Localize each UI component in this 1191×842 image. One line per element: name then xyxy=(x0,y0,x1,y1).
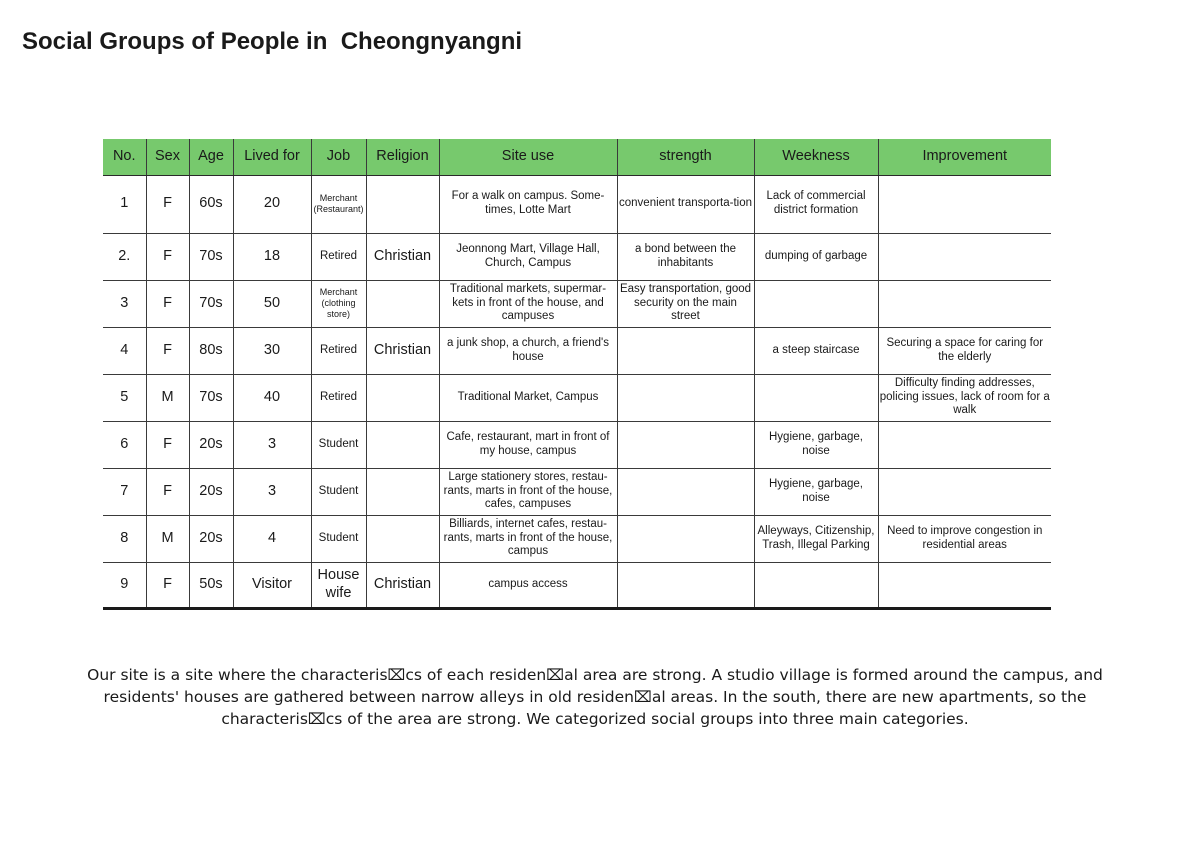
cell-sex: F xyxy=(146,233,189,280)
cell-religion: Christian xyxy=(366,562,439,608)
cell-age: 20s xyxy=(189,515,233,562)
table-row xyxy=(103,374,1051,421)
cell-strength: convenient transporta-tion xyxy=(617,175,754,233)
cell-site-use: For a walk on campus. Some-times, Lotte Mart xyxy=(439,175,617,233)
cell-lived-for: 30 xyxy=(233,327,311,374)
cell-site-use: Traditional markets, supermar-kets in front of the house, and campuses xyxy=(439,280,617,327)
cell-sex: F xyxy=(146,327,189,374)
cell-sex: M xyxy=(146,515,189,562)
cell-lived-for: 18 xyxy=(233,233,311,280)
cell-age: 70s xyxy=(189,280,233,327)
cell-strength: Easy transportation, good security on the main street xyxy=(617,280,754,327)
header-age: Age xyxy=(189,139,233,175)
cell-sex: M xyxy=(146,374,189,421)
header-site-use: Site use xyxy=(439,139,617,175)
cell-no: 9 xyxy=(103,562,146,608)
cell-religion xyxy=(366,374,439,421)
cell-religion xyxy=(366,175,439,233)
cell-weakness xyxy=(754,562,878,608)
header-improvement: Improvement xyxy=(878,139,1051,175)
header-sex: Sex xyxy=(146,139,189,175)
cell-site-use: a junk shop, a church, a friend's house xyxy=(439,327,617,374)
table-row xyxy=(103,280,1051,327)
social-groups-table xyxy=(103,139,1051,610)
cell-religion: Christian xyxy=(366,233,439,280)
cell-job: Retired xyxy=(311,233,366,280)
cell-age: 70s xyxy=(189,233,233,280)
description-paragraph: Our site is a site where the characteris⌧cs of each residen⌧al area are strong. A studio village is formed around the campus, and residents' houses are gathered between narrow alleys in old residen⌧al areas. In the south, there are new apartments, so the characteris⌧cs of the area are strong. We categorized social groups into three main categories. xyxy=(87,666,1103,728)
cell-strength xyxy=(617,515,754,562)
cell-strength xyxy=(617,327,754,374)
cell-lived-for: 4 xyxy=(233,515,311,562)
cell-no: 8 xyxy=(103,515,146,562)
cell-site-use: Cafe, restaurant, mart in front of my house, campus xyxy=(439,421,617,468)
cell-strength xyxy=(617,374,754,421)
cell-site-use: Traditional Market, Campus xyxy=(439,374,617,421)
cell-weakness: Alleyways, Citizenship, Trash, Illegal Parking xyxy=(754,515,878,562)
table-row xyxy=(103,327,1051,374)
table-row xyxy=(103,468,1051,515)
cell-religion xyxy=(366,280,439,327)
cell-weakness: dumping of garbage xyxy=(754,233,878,280)
cell-improvement xyxy=(878,562,1051,608)
cell-job: Merchant (clothing store) xyxy=(311,280,366,327)
cell-improvement xyxy=(878,280,1051,327)
cell-weakness: a steep staircase xyxy=(754,327,878,374)
cell-age: 80s xyxy=(189,327,233,374)
cell-job: Retired xyxy=(311,374,366,421)
social-groups-table-container xyxy=(103,139,1051,610)
cell-no: 5 xyxy=(103,374,146,421)
cell-age: 60s xyxy=(189,175,233,233)
cell-improvement xyxy=(878,233,1051,280)
cell-lived-for: Visitor xyxy=(233,562,311,608)
cell-improvement xyxy=(878,468,1051,515)
cell-lived-for: 3 xyxy=(233,468,311,515)
cell-no: 4 xyxy=(103,327,146,374)
table-row xyxy=(103,233,1051,280)
cell-weakness: Lack of commercial district formation xyxy=(754,175,878,233)
cell-job: Student xyxy=(311,468,366,515)
table-row xyxy=(103,562,1051,608)
cell-religion xyxy=(366,515,439,562)
cell-lived-for: 40 xyxy=(233,374,311,421)
cell-strength xyxy=(617,562,754,608)
header-strength: strength xyxy=(617,139,754,175)
cell-strength: a bond between the inhabitants xyxy=(617,233,754,280)
cell-age: 50s xyxy=(189,562,233,608)
cell-job: Merchant (Restaurant) xyxy=(311,175,366,233)
cell-no: 7 xyxy=(103,468,146,515)
cell-weakness: Hygiene, garbage, noise xyxy=(754,421,878,468)
header-no: No. xyxy=(103,139,146,175)
cell-site-use: Large stationery stores, restau-rants, marts in front of the house, cafes, campuses xyxy=(439,468,617,515)
cell-sex: F xyxy=(146,468,189,515)
cell-sex: F xyxy=(146,562,189,608)
cell-site-use: Jeonnong Mart, Village Hall, Church, Campus xyxy=(439,233,617,280)
header-weakness: Weekness xyxy=(754,139,878,175)
cell-no: 1 xyxy=(103,175,146,233)
cell-lived-for: 50 xyxy=(233,280,311,327)
cell-age: 20s xyxy=(189,421,233,468)
page-title: Social Groups of People in Cheongnyangni xyxy=(22,28,523,55)
table-header-row xyxy=(103,139,1051,175)
cell-no: 3 xyxy=(103,280,146,327)
cell-religion xyxy=(366,468,439,515)
cell-no: 2. xyxy=(103,233,146,280)
cell-weakness xyxy=(754,280,878,327)
cell-weakness: Hygiene, garbage, noise xyxy=(754,468,878,515)
table-row xyxy=(103,515,1051,562)
cell-no: 6 xyxy=(103,421,146,468)
cell-lived-for: 3 xyxy=(233,421,311,468)
cell-religion: Christian xyxy=(366,327,439,374)
cell-job: Student xyxy=(311,515,366,562)
cell-strength xyxy=(617,468,754,515)
cell-sex: F xyxy=(146,421,189,468)
cell-site-use: Billiards, internet cafes, restau-rants, marts in front of the house, campus xyxy=(439,515,617,562)
cell-improvement xyxy=(878,175,1051,233)
cell-lived-for: 20 xyxy=(233,175,311,233)
cell-religion xyxy=(366,421,439,468)
table-row xyxy=(103,175,1051,233)
header-religion: Religion xyxy=(366,139,439,175)
cell-strength xyxy=(617,421,754,468)
cell-job: Student xyxy=(311,421,366,468)
cell-improvement: Need to improve congestion in residential areas xyxy=(878,515,1051,562)
cell-improvement: Difficulty finding addresses, policing issues, lack of room for a walk xyxy=(878,374,1051,421)
cell-sex: F xyxy=(146,175,189,233)
cell-sex: F xyxy=(146,280,189,327)
cell-improvement xyxy=(878,421,1051,468)
cell-weakness xyxy=(754,374,878,421)
table-row xyxy=(103,421,1051,468)
cell-improvement: Securing a space for caring for the elderly xyxy=(878,327,1051,374)
cell-age: 20s xyxy=(189,468,233,515)
cell-site-use: campus access xyxy=(439,562,617,608)
cell-job: House wife xyxy=(311,562,366,608)
cell-age: 70s xyxy=(189,374,233,421)
header-job: Job xyxy=(311,139,366,175)
header-lived-for: Lived for xyxy=(233,139,311,175)
cell-job: Retired xyxy=(311,327,366,374)
